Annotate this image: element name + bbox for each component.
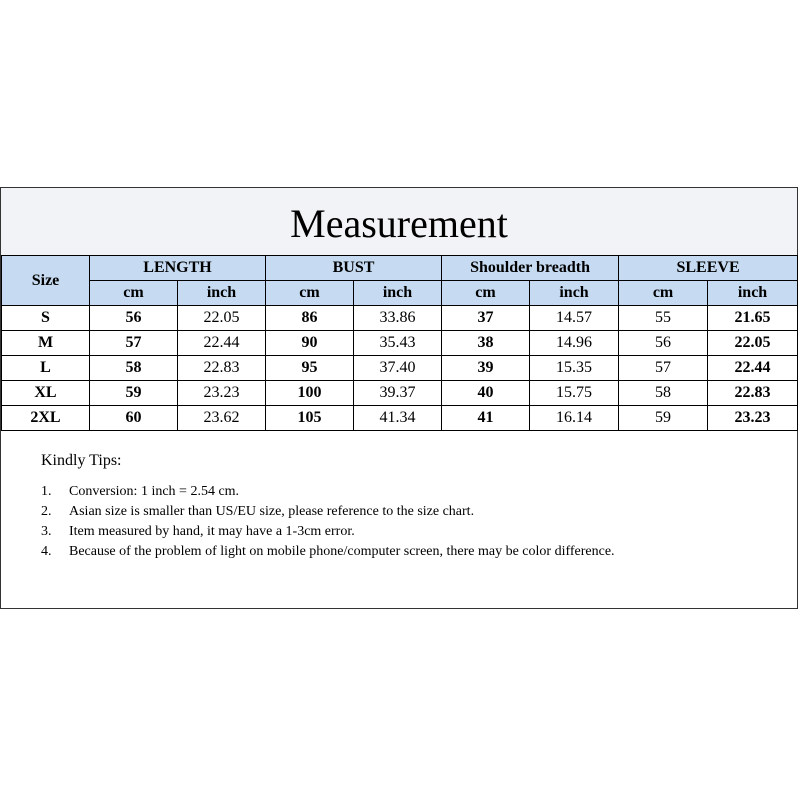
chart-title: Measurement: [290, 201, 508, 246]
group-header-length: LENGTH: [90, 256, 266, 281]
sleeve-cm-cell: 55: [619, 306, 708, 331]
group-header-shoulder: Shoulder breadth: [442, 256, 619, 281]
table-row: [2, 356, 798, 381]
table-row: [2, 381, 798, 406]
shoulder-cm-cell: 39: [442, 356, 530, 381]
bust-inch-cell: 35.43: [354, 331, 442, 356]
tips-title: Kindly Tips:: [41, 452, 122, 469]
tip-item: [41, 522, 741, 542]
unit-header-inch: inch: [178, 281, 266, 306]
length-cm-cell: 57: [90, 331, 178, 356]
unit-header-cm: cm: [90, 281, 178, 306]
group-header-sleeve: SLEEVE: [619, 256, 798, 281]
length-inch-cell: 23.23: [178, 381, 266, 406]
table-row: [2, 406, 798, 431]
tip-text: Item measured by hand, it may have a 1-3cm error.: [69, 524, 355, 539]
title-band: [1, 188, 797, 255]
length-cm-cell: 58: [90, 356, 178, 381]
tip-number: 2.: [41, 504, 52, 519]
sleeve-cm-cell: 57: [619, 356, 708, 381]
size-chart: [0, 187, 798, 609]
length-cm-cell: 60: [90, 406, 178, 431]
sleeve-inch-cell: 22.44: [708, 356, 798, 381]
unit-header-cm: cm: [619, 281, 708, 306]
shoulder-cm-cell: 41: [442, 406, 530, 431]
shoulder-inch-cell: 14.57: [530, 306, 619, 331]
tip-number: 3.: [41, 524, 52, 539]
tip-text: Because of the problem of light on mobile phone/computer screen, there may be color difference.: [69, 544, 615, 559]
size-cell: XL: [2, 381, 90, 406]
tips-list: [41, 482, 741, 562]
length-cm-cell: 56: [90, 306, 178, 331]
shoulder-inch-cell: 15.75: [530, 381, 619, 406]
sleeve-cm-cell: 58: [619, 381, 708, 406]
shoulder-cm-cell: 40: [442, 381, 530, 406]
unit-header-row: [2, 281, 798, 306]
length-cm-cell: 59: [90, 381, 178, 406]
sleeve-inch-cell: 22.83: [708, 381, 798, 406]
shoulder-inch-cell: 16.14: [530, 406, 619, 431]
unit-header-inch: inch: [530, 281, 619, 306]
shoulder-inch-cell: 15.35: [530, 356, 619, 381]
size-column-header: Size: [2, 256, 90, 306]
size-cell: M: [2, 331, 90, 356]
table-row: [2, 331, 798, 356]
length-inch-cell: 22.05: [178, 306, 266, 331]
sleeve-inch-cell: 23.23: [708, 406, 798, 431]
bust-cm-cell: 90: [266, 331, 354, 356]
tip-text: Conversion: 1 inch = 2.54 cm.: [69, 484, 240, 499]
table-row: [2, 306, 798, 331]
shoulder-cm-cell: 37: [442, 306, 530, 331]
group-header-row: [2, 256, 798, 281]
bust-cm-cell: 95: [266, 356, 354, 381]
bust-inch-cell: 41.34: [354, 406, 442, 431]
tip-text: Asian size is smaller than US/EU size, please reference to the size chart.: [69, 504, 475, 519]
tip-item: [41, 502, 741, 522]
size-cell: 2XL: [2, 406, 90, 431]
size-cell: L: [2, 356, 90, 381]
size-cell: S: [2, 306, 90, 331]
unit-header-inch: inch: [708, 281, 798, 306]
tip-item: [41, 542, 741, 562]
unit-header-cm: cm: [442, 281, 530, 306]
length-inch-cell: 22.44: [178, 331, 266, 356]
bust-cm-cell: 86: [266, 306, 354, 331]
tip-number: 4.: [41, 544, 52, 559]
shoulder-cm-cell: 38: [442, 331, 530, 356]
sleeve-cm-cell: 56: [619, 331, 708, 356]
sleeve-cm-cell: 59: [619, 406, 708, 431]
sleeve-inch-cell: 22.05: [708, 331, 798, 356]
size-table: [1, 255, 798, 431]
tip-item: [41, 482, 741, 502]
group-header-bust: BUST: [266, 256, 442, 281]
bust-cm-cell: 105: [266, 406, 354, 431]
bust-cm-cell: 100: [266, 381, 354, 406]
length-inch-cell: 23.62: [178, 406, 266, 431]
tip-number: 1.: [41, 484, 52, 499]
sleeve-inch-cell: 21.65: [708, 306, 798, 331]
bust-inch-cell: 39.37: [354, 381, 442, 406]
unit-header-inch: inch: [354, 281, 442, 306]
bust-inch-cell: 33.86: [354, 306, 442, 331]
shoulder-inch-cell: 14.96: [530, 331, 619, 356]
unit-header-cm: cm: [266, 281, 354, 306]
bust-inch-cell: 37.40: [354, 356, 442, 381]
length-inch-cell: 22.83: [178, 356, 266, 381]
